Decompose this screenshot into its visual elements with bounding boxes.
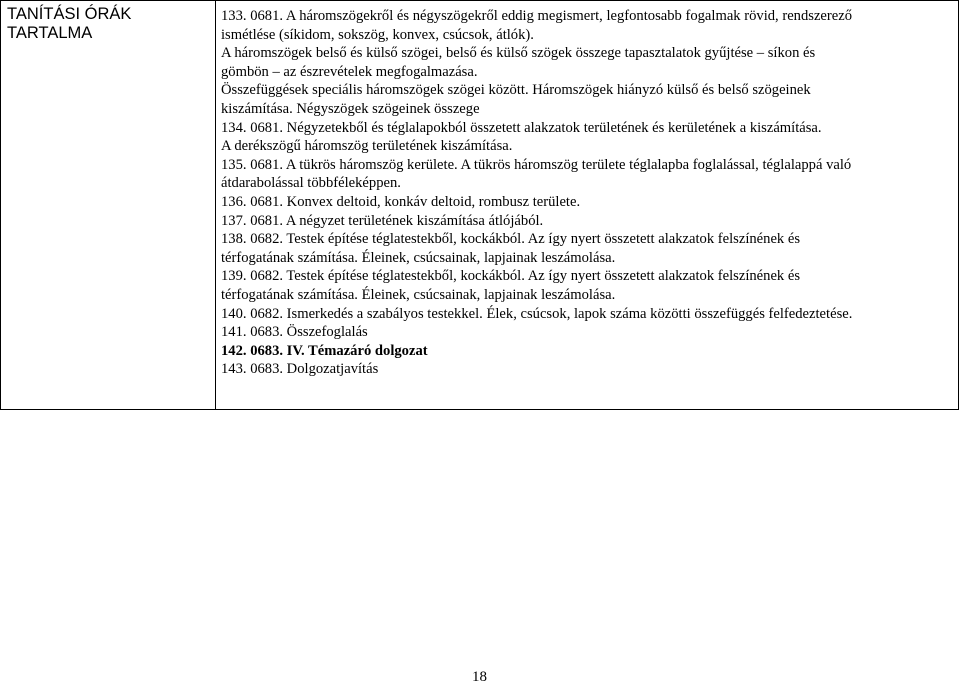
lesson-line: 137. 0681. A négyzet területének kiszámítása átlójából.: [221, 212, 544, 229]
lesson-line: 142. 0683. IV. Témazáró dolgozat: [221, 342, 428, 359]
lesson-line: Összefüggések speciális háromszögek szögei között. Háromszögek hiányzó külső és belső szögeinek: [221, 82, 811, 99]
lesson-line: térfogatának számítása. Éleinek, csúcsainak, lapjainak leszámolása.: [221, 286, 616, 303]
lesson-line: 140. 0682. Ismerkedés a szabályos testekkel. Élek, csúcsok, lapok száma közötti összefüggés felfedeztetése.: [221, 305, 853, 322]
heading-line-2: TARTALMA: [7, 24, 93, 42]
lesson-line: gömbön – az észrevételek megfogalmazása.: [221, 63, 478, 80]
heading-line-1: TANÍTÁSI ÓRÁK: [7, 5, 132, 23]
lesson-line: A derékszögű háromszög területének kiszámítása.: [221, 138, 513, 155]
lesson-line: 139. 0682. Testek építése téglatestekből, kockákból. Az így nyert összetett alakzatok felszínének és: [221, 268, 801, 285]
lesson-line: 135. 0681. A tükrös háromszög kerülete. A tükrös háromszög területe téglalapba foglalással, téglalappá való: [221, 156, 852, 173]
lesson-line: 136. 0681. Konvex deltoid, konkáv deltoid, rombusz területe.: [221, 193, 581, 210]
lesson-line: kiszámítása. Négyszögek szögeinek összege: [221, 100, 480, 117]
lesson-line: 133. 0681. A háromszögekről és négyszögekről eddig megismert, legfontosabb fogalmak rövid, rendszerező: [221, 8, 853, 24]
lesson-line: átdarabolással többféleképpen.: [221, 175, 401, 192]
lesson-line: 141. 0683. Összefoglalás: [221, 324, 368, 341]
lesson-line: ismétlése (síkidom, sokszög, konvex, csúcsok, átlók).: [221, 26, 534, 43]
page-number: 18: [472, 669, 487, 685]
table-heading-cell: [1, 1, 216, 409]
lesson-line: térfogatának számítása. Éleinek, csúcsainak, lapjainak leszámolása.: [221, 249, 616, 266]
lesson-line: A háromszögek belső és külső szögei, belső és külső szögek összege tapasztalatok gyűjtése – síkon és: [221, 45, 816, 62]
lesson-content-cell: [216, 1, 958, 409]
lesson-line: 143. 0683. Dolgozatjavítás: [221, 361, 379, 378]
lesson-line: 138. 0682. Testek építése téglatestekből, kockákból. Az így nyert összetett alakzatok felszínének és: [221, 231, 801, 248]
lesson-line: 134. 0681. Négyzetekből és téglalapokból összetett alakzatok területének és kerületének a kiszámítása.: [221, 119, 822, 136]
